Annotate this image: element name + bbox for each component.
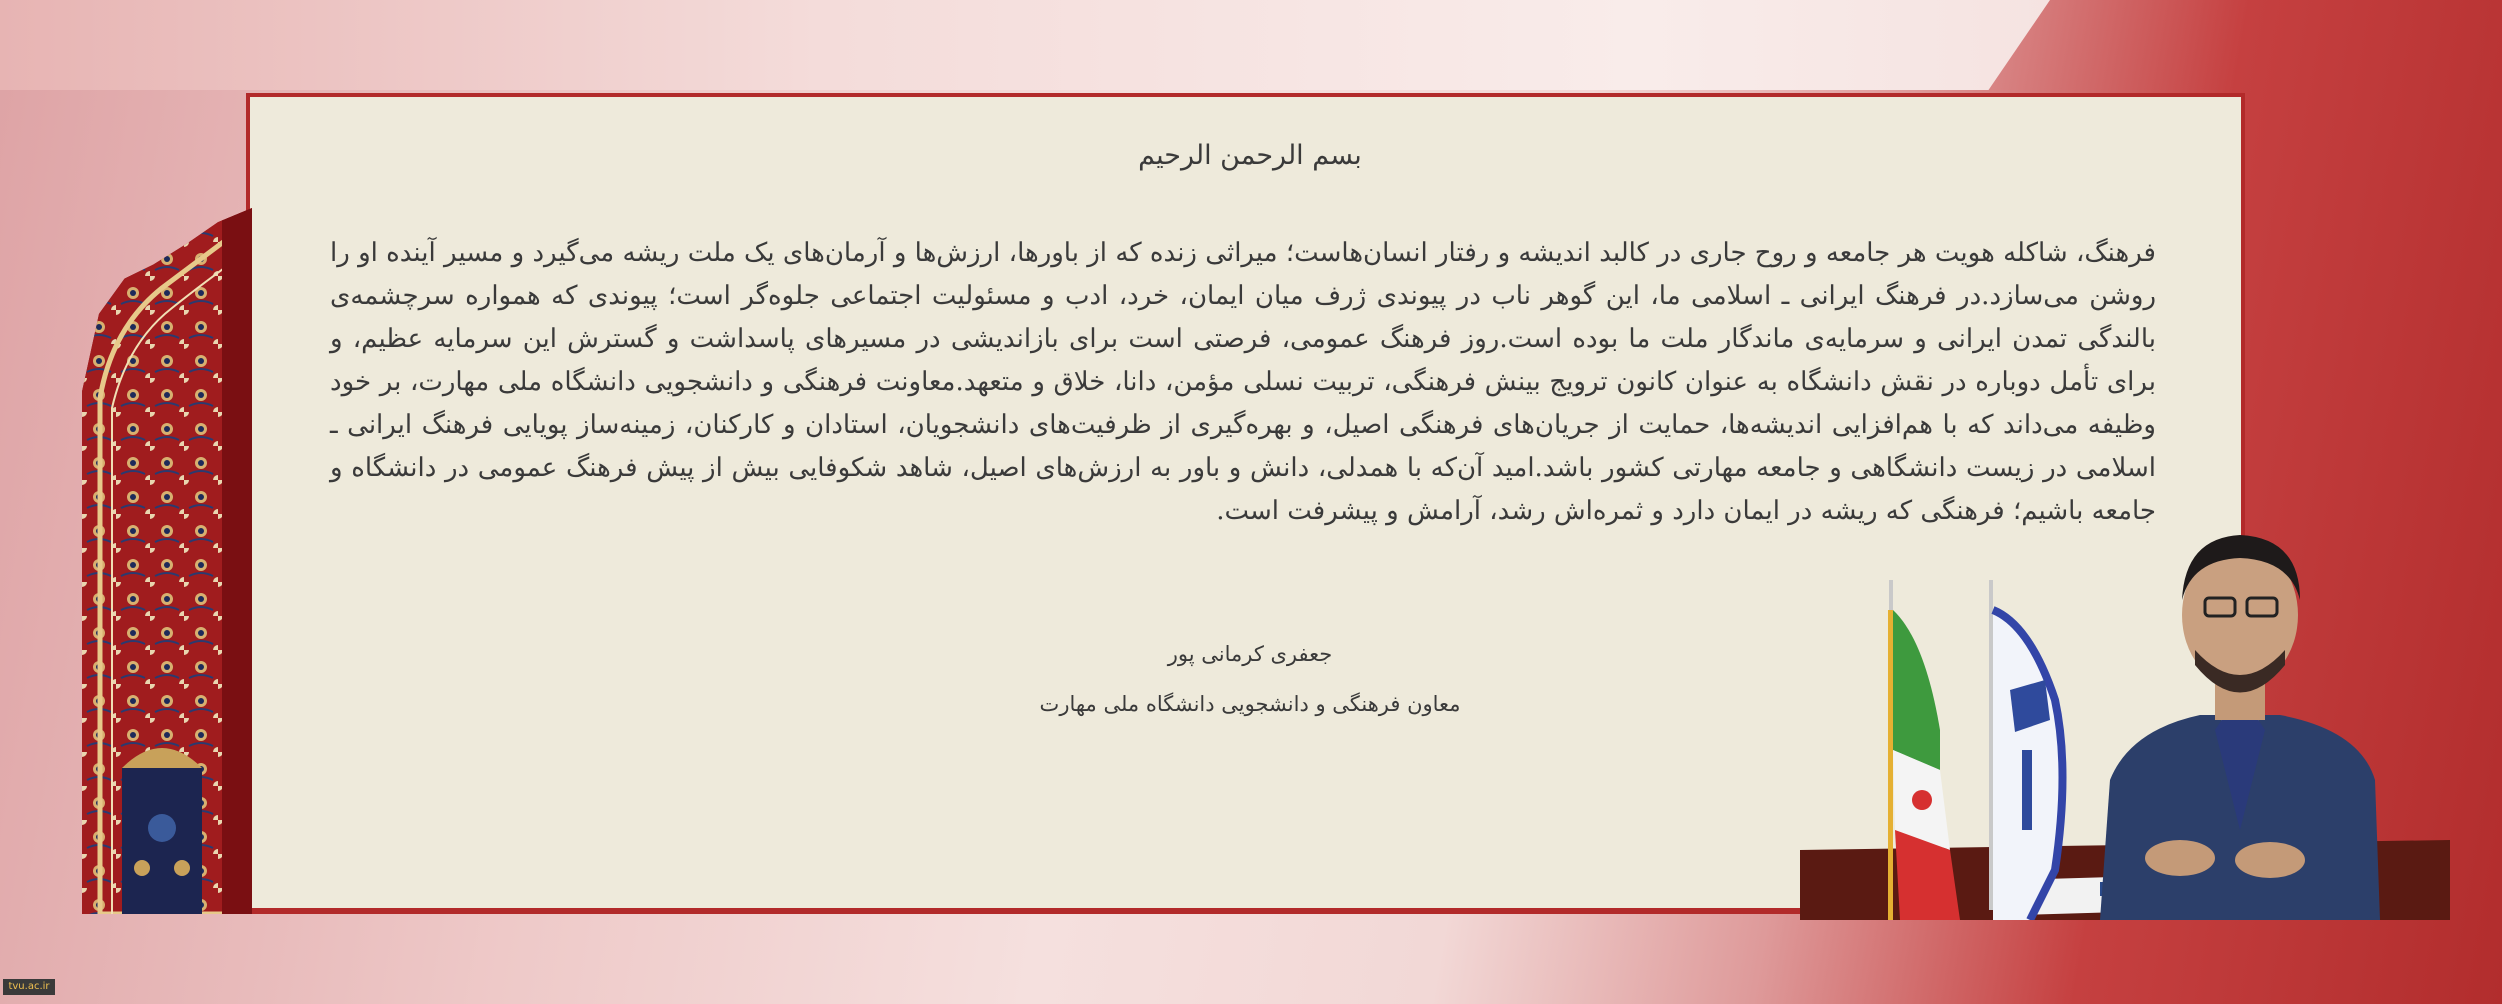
signature-name: جعفری کرمانی پور xyxy=(1167,642,1333,666)
top-background-band xyxy=(0,0,2050,90)
site-watermark: tvu.ac.ir xyxy=(3,979,55,995)
official-portrait-with-flags-icon xyxy=(1800,450,2450,920)
letter-heading: بسم الرحمن الرحیم xyxy=(1138,140,1362,171)
letter-body-paragraph: فرهنگ، شاکله هویت هر جامعه و روح جاری در کالبد اندیشه و رفتار انسان‌هاست؛ میراثی زنده که از باورها، ارزش‌ها و آرمان‌های یک ملت ریشه می‌گیرد و مسیر آینده او را روشن می‌سازد.در فرهنگ ایرانی ـ اسلامی ما، این گوهر ناب در پیوندی ژرف میان ایمان، خرد، ادب و مسئولیت اجتماعی جلوه‌گر است؛ پیوندی که همواره سرچشمه‌ی بالندگی تمدن ایرانی و سرمایه‌ی ماندگار ملت ما بوده است.روز فرهنگ عمومی، فرصتی است برای بازاندیشی در مسیرهای پاسداشت و گسترش این سرمایه عظیم، و برای تأمل دوباره در نقش دانشگاه به عنوان کانون ترویج بینش فرهنگی، تربیت نسلی مؤمن، دانا، خلاق و متعهد.معاونت فرهنگی و دانشجویی دانشگاه ملی مهارت، بر خود وظیفه می‌داند که با هم‌افزایی اندیشه‌ها، حمایت از جریان‌های فرهنگی اصیل، و بهره‌گیری از ظرفیت‌های دانشجویان، استادان و کارکنان، زمینه‌ساز پویایی فرهنگ ایرانی ـ اسلامی در زیست دانشگاهی و جامعه مهارتی کشور باشد.امید آن‌که با همدلی، دانش و باور به ارزش‌های اصیل، شاهد شکوفایی بیش از پیش فرهنگ عمومی در دانشگاه و جامعه باشیم؛ فرهنگی که ریشه در ایمان دارد و ثمره‌اش رشد، آرامش و پیشرفت است. xyxy=(330,238,2157,526)
signature-title: معاون فرهنگی و دانشجویی دانشگاه ملی مهارت xyxy=(1039,692,1461,716)
persian-carpet-arch-icon xyxy=(82,208,252,914)
